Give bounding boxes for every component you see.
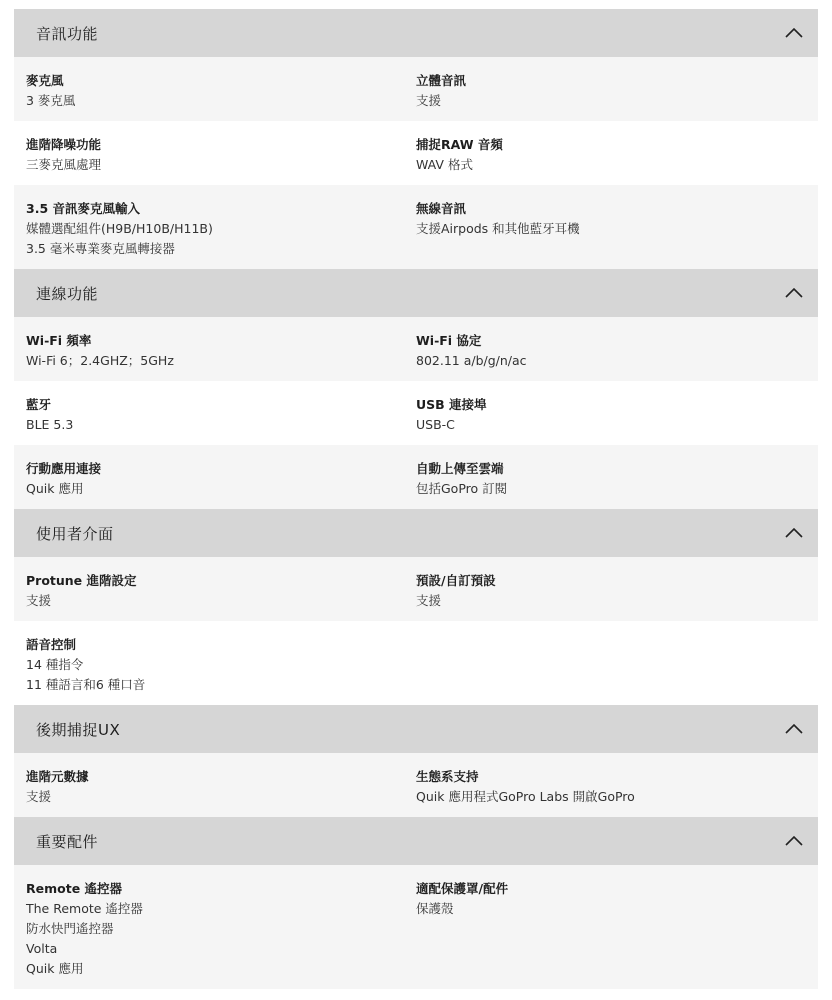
spec-value: 支援 (416, 93, 442, 108)
spec-item (26, 635, 396, 695)
spec-label: 藍牙 (26, 397, 52, 412)
spec-row (14, 185, 818, 269)
spec-value: Wi-Fi 6；2.4GHZ；5GHz (26, 353, 174, 368)
spec-row (14, 121, 818, 185)
spec-item (416, 571, 806, 611)
spec-item (26, 135, 396, 175)
spec-label: 無線音訊 (416, 201, 467, 216)
spec-value: WAV 格式 (416, 157, 473, 172)
spec-value: 802.11 a/b/g/n/ac (416, 353, 527, 368)
spec-value: USB-C (416, 417, 455, 432)
spec-item (26, 395, 396, 435)
spec-value: 14 種指令 (26, 657, 84, 672)
spec-label: 行動應用連接 (26, 461, 102, 476)
spec-item (416, 395, 806, 435)
spec-row (14, 381, 818, 445)
spec-value: 11 種語言和6 種口音 (26, 677, 146, 692)
spec-value: Quik 應用程式GoPro Labs 開啟GoPro (416, 789, 635, 804)
spec-value: 支援 (416, 593, 442, 608)
spec-row (14, 621, 818, 705)
spec-label: Remote 遙控器 (26, 881, 123, 896)
spec-item (26, 571, 396, 611)
spec-label: 適配保護罩/配件 (416, 881, 509, 896)
spec-row (14, 445, 818, 509)
spec-value: Quik 應用 (26, 961, 84, 976)
chevron-up-icon[interactable] (784, 286, 804, 300)
spec-item (26, 199, 396, 259)
spec-row (14, 557, 818, 621)
spec-label: 3.5 音訊麥克風輸入 (26, 201, 140, 216)
spec-value: BLE 5.3 (26, 417, 74, 432)
spec-value: Quik 應用 (26, 481, 84, 496)
spec-label: 麥克風 (26, 73, 64, 88)
spec-value: 媒體選配組件(H9B/H10B/H11B) (26, 221, 213, 236)
chevron-up-icon[interactable] (784, 722, 804, 736)
section-title: 後期捕捉UX (36, 720, 121, 739)
section-title: 使用者介面 (36, 524, 114, 543)
spec-row (14, 865, 818, 989)
chevron-up-icon[interactable] (784, 526, 804, 540)
spec-label: Wi-Fi 頻率 (26, 333, 92, 348)
spec-item (26, 767, 396, 807)
section-header-key-accessories[interactable] (14, 817, 818, 865)
spec-label: 進階元數據 (26, 769, 89, 784)
spec-item (416, 135, 806, 175)
spec-value: 三麥克風處理 (26, 157, 102, 172)
section-title: 音訊功能 (36, 24, 99, 43)
spec-item (26, 331, 396, 371)
spec-item (416, 71, 806, 111)
spec-row (14, 753, 818, 817)
spec-label: Wi-Fi 協定 (416, 333, 482, 348)
spec-item (416, 459, 806, 499)
spec-value: 包括GoPro 訂閱 (416, 481, 508, 496)
spec-value: 支援 (26, 593, 52, 608)
spec-label: 預設/自訂預設 (416, 573, 496, 588)
spec-value: 3.5 毫米專業麥克風轉接器 (26, 241, 175, 256)
spec-value: 保護殼 (416, 901, 454, 916)
spec-item (416, 879, 806, 919)
spec-row (14, 317, 818, 381)
spec-label: USB 連接埠 (416, 397, 487, 412)
spec-item (26, 879, 396, 979)
spec-item (416, 199, 806, 239)
spec-value: Volta (26, 941, 58, 956)
spec-item (416, 331, 806, 371)
spec-value: 防水快門遙控器 (26, 921, 114, 936)
spec-label: 捕捉RAW 音頻 (416, 137, 503, 152)
spec-item (416, 767, 806, 807)
section-title: 重要配件 (36, 832, 99, 851)
spec-label: Protune 進階設定 (26, 573, 137, 588)
spec-value: 支援 (26, 789, 52, 804)
section-header-connectivity[interactable] (14, 269, 818, 317)
spec-value: 3 麥克風 (26, 93, 76, 108)
spec-row (14, 57, 818, 121)
spec-label: 生態系支持 (416, 769, 479, 784)
spec-item (26, 71, 396, 111)
chevron-up-icon[interactable] (784, 834, 804, 848)
spec-label: 自動上傳至雲端 (416, 461, 504, 476)
section-title: 連線功能 (36, 284, 99, 303)
spec-label: 立體音訊 (416, 73, 467, 88)
spec-item (26, 459, 396, 499)
spec-value: 支援Airpods 和其他藍牙耳機 (416, 221, 580, 236)
section-header-post-capture-ux[interactable] (14, 705, 818, 753)
spec-label: 語音控制 (26, 637, 77, 652)
section-header-user-interface[interactable] (14, 509, 818, 557)
spec-label: 進階降噪功能 (26, 137, 102, 152)
spec-value: The Remote 遙控器 (26, 901, 143, 916)
chevron-up-icon[interactable] (784, 26, 804, 40)
section-header-audio[interactable] (14, 9, 818, 57)
